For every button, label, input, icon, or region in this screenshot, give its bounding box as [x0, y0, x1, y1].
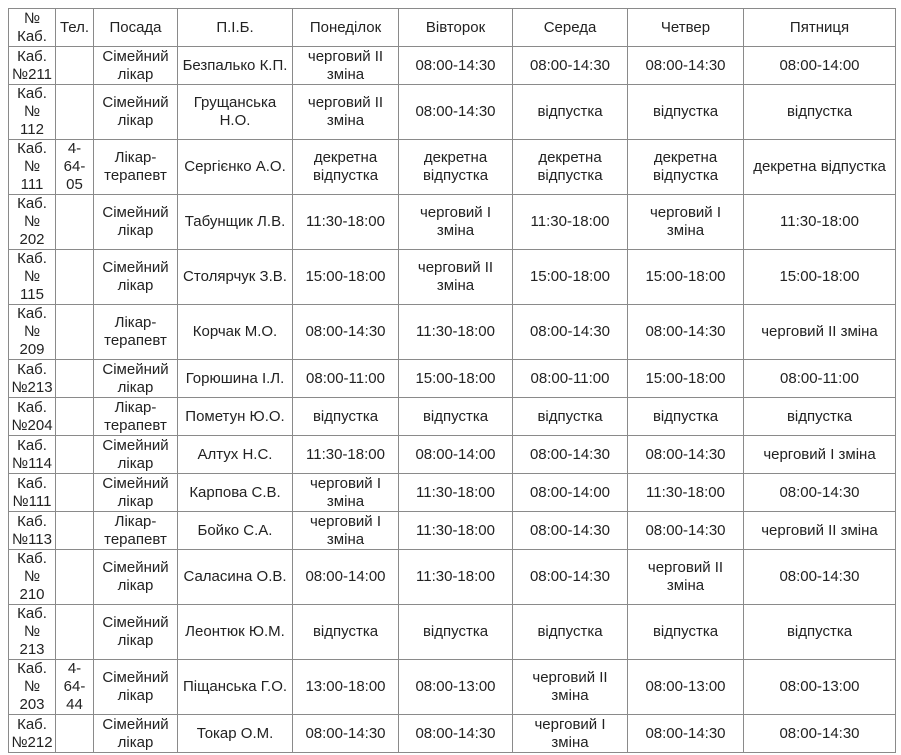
header-row [9, 9, 896, 47]
tuesday-cell: декретна відпустка [399, 140, 513, 195]
phone-cell [56, 550, 94, 605]
position-cell: Сімейний лікар [94, 250, 178, 305]
tuesday-cell: черговий ІІ зміна [399, 250, 513, 305]
name-cell: Грущанська Н.О. [178, 85, 293, 140]
position-cell: Сімейний лікар [94, 436, 178, 474]
friday-cell: 08:00-14:30 [744, 550, 896, 605]
tuesday-cell: 11:30-18:00 [399, 512, 513, 550]
wednesday-cell: декретна відпустка [513, 140, 628, 195]
table-row [9, 550, 896, 605]
monday-cell: 08:00-14:30 [293, 715, 399, 753]
tuesday-cell: 11:30-18:00 [399, 550, 513, 605]
thursday-cell: 08:00-14:30 [628, 512, 744, 550]
phone-cell [56, 250, 94, 305]
tuesday-cell: 08:00-14:30 [399, 85, 513, 140]
phone-cell [56, 474, 94, 512]
header-thursday: Четвер [628, 9, 744, 47]
header-room: № Каб. [9, 9, 56, 47]
tuesday-cell: 08:00-14:00 [399, 436, 513, 474]
friday-cell: черговий І зміна [744, 436, 896, 474]
friday-cell: черговий ІІ зміна [744, 512, 896, 550]
table-row [9, 512, 896, 550]
room-cell: Каб. № 210 [9, 550, 56, 605]
wednesday-cell: 08:00-14:30 [513, 550, 628, 605]
thursday-cell: відпустка [628, 85, 744, 140]
tuesday-cell: 15:00-18:00 [399, 360, 513, 398]
phone-cell [56, 47, 94, 85]
room-cell: Каб. №211 [9, 47, 56, 85]
monday-cell: черговий І зміна [293, 474, 399, 512]
table-row [9, 140, 896, 195]
name-cell: Алтух Н.С. [178, 436, 293, 474]
room-cell: Каб. №204 [9, 398, 56, 436]
friday-cell: відпустка [744, 398, 896, 436]
thursday-cell: 15:00-18:00 [628, 250, 744, 305]
position-cell: Сімейний лікар [94, 605, 178, 660]
phone-cell [56, 512, 94, 550]
thursday-cell: 15:00-18:00 [628, 360, 744, 398]
name-cell: Токар О.М. [178, 715, 293, 753]
name-cell: Корчак М.О. [178, 305, 293, 360]
header-monday: Понеділок [293, 9, 399, 47]
table-row [9, 85, 896, 140]
table-row [9, 436, 896, 474]
tuesday-cell: 11:30-18:00 [399, 305, 513, 360]
name-cell: Карпова С.В. [178, 474, 293, 512]
tuesday-cell: відпустка [399, 398, 513, 436]
table-row [9, 195, 896, 250]
tuesday-cell: 08:00-13:00 [399, 660, 513, 715]
position-cell: Сімейний лікар [94, 360, 178, 398]
position-cell: Сімейний лікар [94, 195, 178, 250]
phone-cell [56, 305, 94, 360]
table-row [9, 605, 896, 660]
friday-cell: 08:00-14:30 [744, 474, 896, 512]
monday-cell: 11:30-18:00 [293, 436, 399, 474]
name-cell: Сергієнко А.О. [178, 140, 293, 195]
phone-cell: 4-64-44 [56, 660, 94, 715]
phone-cell [56, 398, 94, 436]
friday-cell: 11:30-18:00 [744, 195, 896, 250]
position-cell: Лікар-терапевт [94, 305, 178, 360]
table-row [9, 250, 896, 305]
table-row [9, 47, 896, 85]
phone-cell: 4-64-05 [56, 140, 94, 195]
thursday-cell: 08:00-14:30 [628, 47, 744, 85]
wednesday-cell: 15:00-18:00 [513, 250, 628, 305]
position-cell: Сімейний лікар [94, 660, 178, 715]
wednesday-cell: 08:00-14:30 [513, 512, 628, 550]
room-cell: Каб. № 203 [9, 660, 56, 715]
wednesday-cell: 11:30-18:00 [513, 195, 628, 250]
wednesday-cell: черговий ІІ зміна [513, 660, 628, 715]
monday-cell: 11:30-18:00 [293, 195, 399, 250]
position-cell: Сімейний лікар [94, 550, 178, 605]
monday-cell: 08:00-14:00 [293, 550, 399, 605]
monday-cell: черговий ІІ зміна [293, 47, 399, 85]
name-cell: Піщанська Г.О. [178, 660, 293, 715]
position-cell: Сімейний лікар [94, 474, 178, 512]
tuesday-cell: 11:30-18:00 [399, 474, 513, 512]
name-cell: Леонтюк Ю.М. [178, 605, 293, 660]
position-cell: Сімейний лікар [94, 85, 178, 140]
tuesday-cell: 08:00-14:30 [399, 715, 513, 753]
phone-cell [56, 605, 94, 660]
friday-cell: 08:00-11:00 [744, 360, 896, 398]
position-cell: Сімейний лікар [94, 715, 178, 753]
monday-cell: 15:00-18:00 [293, 250, 399, 305]
friday-cell: черговий ІІ зміна [744, 305, 896, 360]
thursday-cell: черговий І зміна [628, 195, 744, 250]
name-cell: Бойко С.А. [178, 512, 293, 550]
header-wednesday: Середа [513, 9, 628, 47]
thursday-cell: відпустка [628, 605, 744, 660]
thursday-cell: 08:00-13:00 [628, 660, 744, 715]
room-cell: Каб. №114 [9, 436, 56, 474]
thursday-cell: 08:00-14:30 [628, 715, 744, 753]
room-cell: Каб. №212 [9, 715, 56, 753]
table-row [9, 474, 896, 512]
monday-cell: 13:00-18:00 [293, 660, 399, 715]
monday-cell: 08:00-14:30 [293, 305, 399, 360]
table-row [9, 398, 896, 436]
room-cell: Каб. №213 [9, 360, 56, 398]
room-cell: Каб. № 111 [9, 140, 56, 195]
room-cell: Каб. № 112 [9, 85, 56, 140]
room-cell: Каб. № 115 [9, 250, 56, 305]
phone-cell [56, 360, 94, 398]
room-cell: Каб. № 213 [9, 605, 56, 660]
name-cell: Табунщик Л.В. [178, 195, 293, 250]
room-cell: Каб. №113 [9, 512, 56, 550]
position-cell: Лікар-терапевт [94, 512, 178, 550]
phone-cell [56, 436, 94, 474]
name-cell: Столярчук З.В. [178, 250, 293, 305]
name-cell: Безпалько К.П. [178, 47, 293, 85]
room-cell: Каб. №111 [9, 474, 56, 512]
position-cell: Лікар-терапевт [94, 398, 178, 436]
header-name: П.І.Б. [178, 9, 293, 47]
wednesday-cell: 08:00-14:30 [513, 436, 628, 474]
friday-cell: 08:00-14:00 [744, 47, 896, 85]
wednesday-cell: відпустка [513, 85, 628, 140]
name-cell: Саласина О.В. [178, 550, 293, 605]
friday-cell: декретна відпустка [744, 140, 896, 195]
thursday-cell: 11:30-18:00 [628, 474, 744, 512]
wednesday-cell: 08:00-14:00 [513, 474, 628, 512]
thursday-cell: черговий ІІ зміна [628, 550, 744, 605]
monday-cell: відпустка [293, 398, 399, 436]
thursday-cell: відпустка [628, 398, 744, 436]
phone-cell [56, 85, 94, 140]
wednesday-cell: відпустка [513, 605, 628, 660]
wednesday-cell: черговий І зміна [513, 715, 628, 753]
table-row [9, 360, 896, 398]
room-cell: Каб. № 209 [9, 305, 56, 360]
monday-cell: відпустка [293, 605, 399, 660]
header-position: Посада [94, 9, 178, 47]
wednesday-cell: відпустка [513, 398, 628, 436]
monday-cell: черговий ІІ зміна [293, 85, 399, 140]
room-cell: Каб. № 202 [9, 195, 56, 250]
tuesday-cell: відпустка [399, 605, 513, 660]
friday-cell: відпустка [744, 85, 896, 140]
table-row [9, 660, 896, 715]
doctor-schedule-table [8, 8, 896, 753]
thursday-cell: декретна відпустка [628, 140, 744, 195]
friday-cell: 15:00-18:00 [744, 250, 896, 305]
header-friday: Пятниця [744, 9, 896, 47]
wednesday-cell: 08:00-14:30 [513, 305, 628, 360]
table-row [9, 715, 896, 753]
header-tuesday: Вівторок [399, 9, 513, 47]
friday-cell: 08:00-13:00 [744, 660, 896, 715]
wednesday-cell: 08:00-14:30 [513, 47, 628, 85]
friday-cell: 08:00-14:30 [744, 715, 896, 753]
wednesday-cell: 08:00-11:00 [513, 360, 628, 398]
tuesday-cell: 08:00-14:30 [399, 47, 513, 85]
table-row [9, 305, 896, 360]
table-body [9, 47, 896, 753]
tuesday-cell: черговий І зміна [399, 195, 513, 250]
monday-cell: декретна відпустка [293, 140, 399, 195]
phone-cell [56, 715, 94, 753]
monday-cell: черговий І зміна [293, 512, 399, 550]
header-phone: Тел. [56, 9, 94, 47]
monday-cell: 08:00-11:00 [293, 360, 399, 398]
thursday-cell: 08:00-14:30 [628, 305, 744, 360]
name-cell: Горюшина І.Л. [178, 360, 293, 398]
friday-cell: відпустка [744, 605, 896, 660]
thursday-cell: 08:00-14:30 [628, 436, 744, 474]
position-cell: Сімейний лікар [94, 47, 178, 85]
table-header [9, 9, 896, 47]
phone-cell [56, 195, 94, 250]
position-cell: Лікар-терапевт [94, 140, 178, 195]
name-cell: Пометун Ю.О. [178, 398, 293, 436]
